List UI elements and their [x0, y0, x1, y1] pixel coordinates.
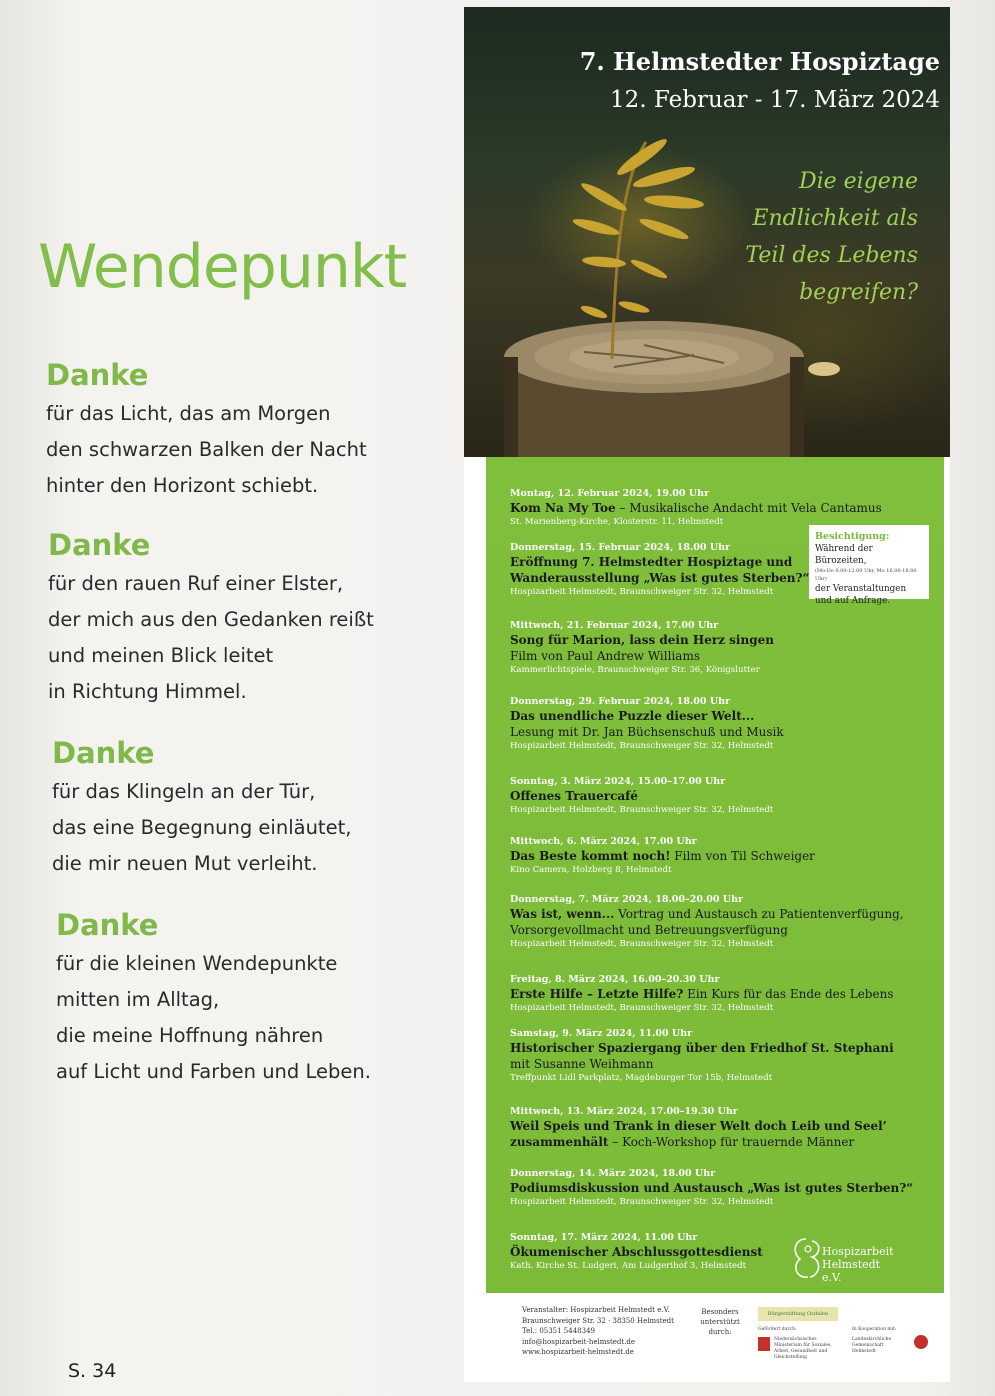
stanza-line: die meine Hoffnung nähren — [56, 1024, 324, 1047]
event-date: Samstag, 9. März 2024, 11.00 Uhr — [510, 1028, 693, 1039]
sponsor-ministry: Niedersächsisches Ministerium für Soziales, Arbeit, Gesundheit und Gleichstellung — [774, 1337, 832, 1360]
event-entry — [510, 541, 810, 598]
event-title-rest: Film von Til Schweiger — [670, 849, 815, 863]
stanza-line: der mich aus den Gedanken reißt — [48, 608, 374, 631]
event-place: Kath. Kirche St. Ludgeri, Am Ludgerihof 3, Helmstedt — [510, 1261, 747, 1271]
organizer-email: info@hospizarbeit-helmstedt.de — [522, 1337, 636, 1346]
event-date: Montag, 12. Februar 2024, 19.00 Uhr — [510, 488, 709, 499]
event-entry — [510, 487, 930, 528]
stanza-heading: Danke — [56, 908, 159, 942]
event-title — [510, 788, 930, 804]
event-entry — [510, 775, 930, 816]
event-title-rest: – Koch-Workshop für trauernde Männer — [608, 1135, 855, 1149]
visit-info-box — [809, 525, 929, 606]
event-place: Kino Camera, Holzberg 8, Helmstedt — [510, 865, 672, 875]
event-date: Donnerstag, 29. Februar 2024, 18.00 Uhr — [510, 696, 731, 707]
event-title — [510, 1040, 930, 1056]
event-entry — [510, 619, 930, 676]
event-title-bold: Eröffnung 7. Helmstedter Hospiztage und Wanderausstellung „Was ist gutes Sterben?“ — [510, 555, 810, 585]
logo-line: Helmstedt e.V. — [822, 1258, 881, 1284]
event-entry — [510, 1167, 930, 1208]
organizer-website: www.hospizarbeit-helmstedt.de — [522, 1348, 634, 1356]
event-date: Donnerstag, 7. März 2024, 18.00–20.00 Uhr — [510, 894, 743, 905]
stanza-1 — [46, 358, 446, 504]
stanza-line: das eine Begegnung einläutet, — [52, 816, 352, 839]
page-title: Wendepunkt — [38, 232, 407, 302]
tagline-line: Endlichkeit als — [752, 206, 918, 231]
stanza-heading: Danke — [52, 736, 155, 770]
event-place: Hospizarbeit Helmstedt, Braunschweiger Str. 32, Helmstedt — [510, 741, 774, 751]
cooperation-partner: Landeskirchliche Gemeinschaft Helmstedt — [852, 1337, 892, 1354]
organizer-line: Braunschweiger Str. 32 · 38350 Helmstedt — [522, 1316, 674, 1325]
stanza-line: hinter den Horizont schiebt. — [46, 474, 319, 497]
event-date: Mittwoch, 13. März 2024, 17.00–19.30 Uhr — [510, 1106, 738, 1117]
tagline-line: Die eigene — [798, 169, 918, 194]
event-date: Mittwoch, 21. Februar 2024, 17.00 Uhr — [510, 620, 719, 631]
event-title-bold: Offenes Trauercafé — [510, 789, 638, 803]
stanza-line: auf Licht und Farben und Leben. — [56, 1060, 371, 1083]
event-entry — [510, 695, 930, 752]
event-place: Hospizarbeit Helmstedt, Braunschweiger Str. 32, Helmstedt — [510, 805, 774, 815]
event-entry — [510, 1231, 810, 1272]
poster-tagline — [745, 163, 918, 311]
event-poster — [464, 7, 950, 1382]
stanza-line: für das Klingeln an der Tür, — [52, 780, 316, 803]
event-title-rest: – Musikalische Andacht mit Vela Cantamus — [615, 501, 882, 515]
supported-line: Besonders — [701, 1308, 739, 1316]
stanza-line: den schwarzen Balken der Nacht — [46, 438, 367, 461]
event-title-bold: Podiumsdiskussion und Austausch „Was ist gutes Sterben?“ — [510, 1181, 914, 1195]
event-title-bold: Historischer Spaziergang über den Friedhof St. Stephani — [510, 1041, 894, 1055]
organizer-line: Veranstalter: Hospizarbeit Helmstedt e.V. — [522, 1306, 670, 1314]
event-entry — [510, 893, 930, 950]
poster-title: 7. Helmstedter Hospiztage — [579, 47, 940, 76]
tagline-line: begreifen? — [799, 280, 918, 305]
stanza-line: mitten im Alltag, — [56, 988, 220, 1011]
stanza-line: in Richtung Himmel. — [48, 680, 247, 703]
stanza-heading: Danke — [46, 358, 149, 392]
event-title-bold: Kom Na My Toe — [510, 501, 616, 515]
supported-line: unterstützt — [700, 1318, 740, 1326]
event-place: Hospizarbeit Helmstedt, Braunschweiger Str. 32, Helmstedt — [510, 587, 774, 597]
event-date: Sonntag, 3. März 2024, 15.00–17.00 Uhr — [510, 776, 726, 787]
event-title — [510, 1118, 930, 1150]
visit-heading: Besichtigung: — [815, 531, 890, 542]
event-entry — [510, 1027, 930, 1084]
stanza-line: für den rauen Ruf einer Elster, — [48, 572, 344, 595]
hospiz-logo-icon — [786, 1233, 826, 1283]
event-place: Hospizarbeit Helmstedt, Braunschweiger Str. 32, Helmstedt — [510, 939, 774, 949]
event-title — [510, 708, 930, 724]
event-title — [510, 1180, 930, 1196]
supported-by-label — [700, 1307, 740, 1337]
event-title — [510, 986, 930, 1002]
cooperation-label: In Kooperation mit: — [852, 1327, 897, 1332]
stanza-heading: Danke — [48, 528, 151, 562]
poster-footer — [522, 1305, 942, 1385]
event-title-bold: Erste Hilfe – Letzte Hilfe? — [510, 987, 684, 1001]
event-subtitle: Film von Paul Andrew Williams — [510, 649, 700, 663]
stanza-3 — [52, 736, 452, 882]
tagline-line: Teil des Lebens — [745, 243, 918, 268]
visit-hours: (Mo-Do 9.00-12.00 Uhr, Mo 16.00-18.00 Uhr) — [815, 568, 917, 582]
event-date: Donnerstag, 14. März 2024, 18.00 Uhr — [510, 1168, 716, 1179]
stanza-2 — [48, 528, 448, 710]
event-title-bold: Ökumenischer Abschlussgottesdienst — [510, 1245, 763, 1259]
event-subtitle: mit Susanne Weihmann — [510, 1057, 654, 1071]
event-title — [510, 1244, 810, 1260]
event-title-rest: Vortrag und Austausch zu Patientenverfügung, Vorsorgevollmacht und Betreuungsverfügung — [510, 907, 904, 937]
page-number: S. 34 — [68, 1360, 117, 1382]
organizer-line: Tel.: 05351 5448349 — [522, 1327, 595, 1335]
poster-dates: 12. Februar - 17. März 2024 — [610, 87, 940, 113]
event-title-bold: Das unendliche Puzzle dieser Welt... — [510, 709, 755, 723]
event-date: Donnerstag, 15. Februar 2024, 18.00 Uhr — [510, 542, 731, 553]
stanza-4 — [56, 908, 456, 1090]
stanza-line: die mir neuen Mut verleiht. — [52, 852, 318, 875]
hospiz-logo — [786, 1233, 896, 1283]
logo-line: Hospizarbeit — [822, 1245, 894, 1258]
hospiz-logo-text — [822, 1245, 896, 1284]
event-place: Kammerlichtspiele, Braunschweiger Str. 36, Königslutter — [510, 665, 760, 675]
event-title-rest: Ein Kurs für das Ende des Lebens — [683, 987, 894, 1001]
event-title-bold: Song für Marion, lass dein Herz singen — [510, 633, 774, 647]
stanza-line: und meinen Blick leitet — [48, 644, 274, 667]
event-place: Hospizarbeit Helmstedt, Braunschweiger Str. 32, Helmstedt — [510, 1197, 774, 1207]
visit-line: und auf Anfrage. — [815, 596, 891, 606]
event-entry — [510, 1105, 930, 1150]
poster-photo — [464, 7, 950, 457]
niedersachsen-crest-icon — [758, 1337, 770, 1351]
sponsor-label: Gefördert durch: — [758, 1327, 797, 1332]
event-place: Treffpunkt Lidl Parkplatz, Magdeburger Tor 15b, Helmstedt — [510, 1073, 773, 1083]
stanza-line: für die kleinen Wendepunkte — [56, 952, 338, 975]
event-place: St. Marienberg-Kirche, Klosterstr. 11, Helmstedt — [510, 517, 724, 527]
event-title — [510, 906, 930, 938]
event-date: Mittwoch, 6. März 2024, 17.00 Uhr — [510, 836, 697, 847]
event-place: Hospizarbeit Helmstedt, Braunschweiger Str. 32, Helmstedt — [510, 1003, 774, 1013]
sponsor-logo-buergerstiftung: Bürgerstiftung Ostfalen — [758, 1307, 838, 1321]
event-subtitle: Lesung mit Dr. Jan Büchsenschuß und Musik — [510, 725, 784, 739]
event-title — [510, 848, 930, 864]
visit-line: Während der Bürozeiten, — [815, 544, 873, 566]
event-title — [510, 632, 930, 648]
event-date: Sonntag, 17. März 2024, 11.00 Uhr — [510, 1232, 698, 1243]
stanza-line: für das Licht, das am Morgen — [46, 402, 331, 425]
event-date: Freitag, 8. März 2024, 16.00–20.30 Uhr — [510, 974, 720, 985]
event-entry — [510, 835, 930, 876]
supported-line: durch: — [708, 1328, 732, 1336]
event-title-bold: Das Beste kommt noch! — [510, 849, 671, 863]
partner-logo-icon — [914, 1335, 928, 1349]
event-title — [510, 500, 930, 516]
event-title-bold: Weil Speis und Trank in dieser Welt doch Leib und Seel’ zusammenhält — [510, 1119, 887, 1149]
event-title — [510, 554, 810, 586]
event-entry — [510, 973, 930, 1014]
event-title-bold: Was ist, wenn... — [510, 907, 615, 921]
organizer-info — [522, 1305, 674, 1358]
visit-line: der Veranstaltungen — [815, 584, 907, 594]
